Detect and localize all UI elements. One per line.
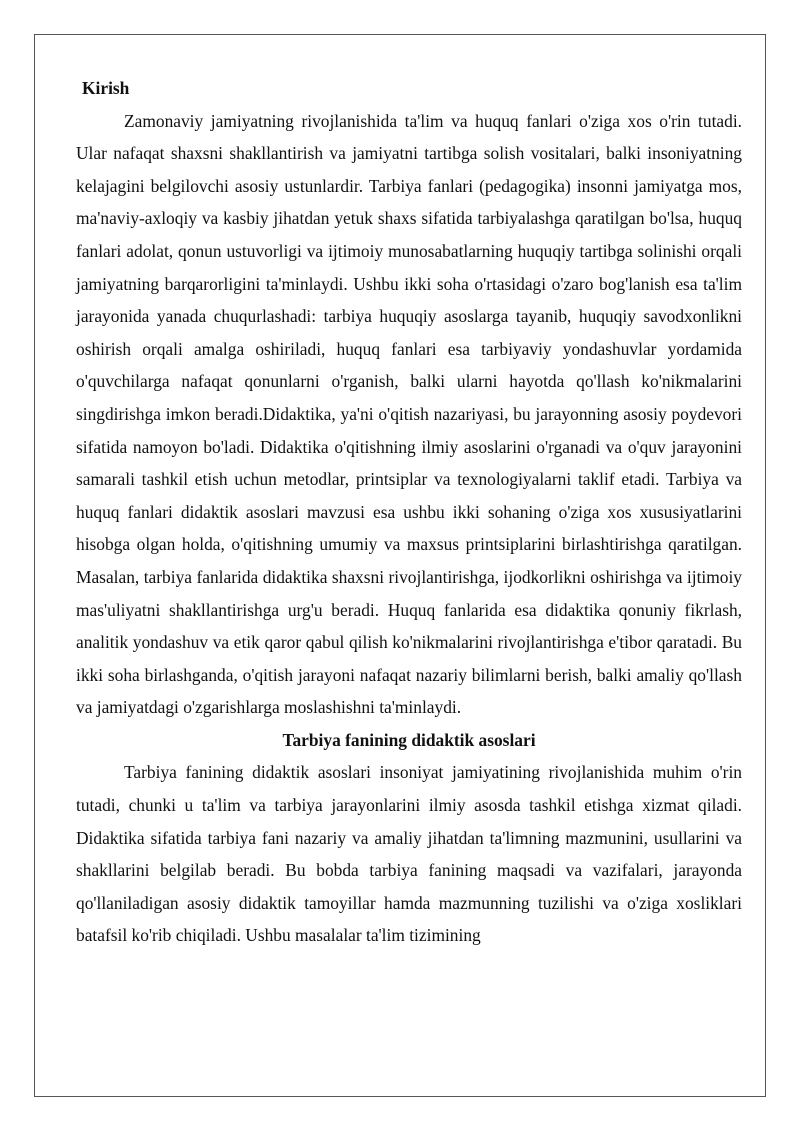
section-heading: Tarbiya fanining didaktik asoslari [282, 729, 536, 750]
document-body [76, 72, 742, 952]
intro-paragraph: Zamonaviy jamiyatning rivojlanishida ta'lim va huquq fanlari o'ziga xos o'rin tutadi. Ular nafaqat shaxsni shakllantirish va jamiyatni tartibga solish vositalari, balki insoniyatning kelajagini belgilovchi asosiy ustunlardir. Tarbiya fanlari (pedagogika) insonni jamiyatga mos, ma'naviy-axloqiy va kasbiy jihatdan yetuk shaxs sifatida tarbiyalashga qaratilgan bo'lsa, huquq fanlari adolat, qonun ustuvorligi va ijtimoiy munosabatlarning huquqiy tartibga solinishi orqali jamiyatning barqarorligini ta'minlaydi. Ushbu ikki soha o'rtasidagi o'zaro bog'lanish esa ta'lim jarayonida yanada chuqurlashadi: tarbiya huquqiy asoslarga tayanib, huquqiy savodxonlikni oshirish orqali amalga oshiriladi, huquq fanlari esa tarbiyaviy yondashuvlar yordamida o'quvchilarga nafaqat qonunlarni o'rganish, balki ularni hayotda qo'llash ko'nikmalarini singdirishga imkon beradi.Didaktika, ya'ni o'qitish nazariyasi, bu jarayonning asosiy poydevori sifatida namoyon bo'ladi. Didaktika o'qitishning ilmiy asoslarini o'rganadi va o'quv jarayonini samarali tashkil etish uchun metodlar, printsiplar va texnologiyalarni taklif etadi. Tarbiya va huquq fanlari didaktik asoslari mavzusi esa ushbu ikki sohaning o'ziga xos xususiyatlarini hisobga olgan holda, o'qitishning umumiy va maxsus printsiplarini birlashtirishga qaratilgan. Masalan, tarbiya fanlarida didaktika shaxsni rivojlantirishga, ijodkorlikni oshirishga va ijtimoiy mas'uliyatni shakllantirishga urg'u beradi. Huquq fanlarida esa didaktika qonuniy fikrlash, analitik yondashuv va etik qaror qabul qilish ko'nikmalarini rivojlantirishga e'tibor qaratadi. Bu ikki soha birlashganda, o'qitish jarayoni nafaqat nazariy bilimlarni berish, balki amaliy qo'llash va jamiyatdagi o'zgarishlarga moslashishni ta'minlaydi. [76, 110, 742, 718]
intro-heading: Kirish [82, 78, 130, 98]
section-paragraph: Tarbiya fanining didaktik asoslari insoniyat jamiyatining rivojlanishida muhim o'rin tutadi, chunki u ta'lim va tarbiya jarayonlarini ilmiy asosda tashkil etishga xizmat qiladi. Didaktika sifatida tarbiya fani nazariy va amaliy jihatdan ta'limning mazmunini, usullarini va shakllarini belgilab beradi. Bu bobda tarbiya fanining maqsadi va vazifalari, jarayonda qo'llaniladigan asosiy didaktik tamoyillar hamda mazmunning tuzilishi va o'ziga xosliklari batafsil ko'rib chiqiladi. Ushbu masalalar ta'lim tizimining [76, 762, 742, 946]
